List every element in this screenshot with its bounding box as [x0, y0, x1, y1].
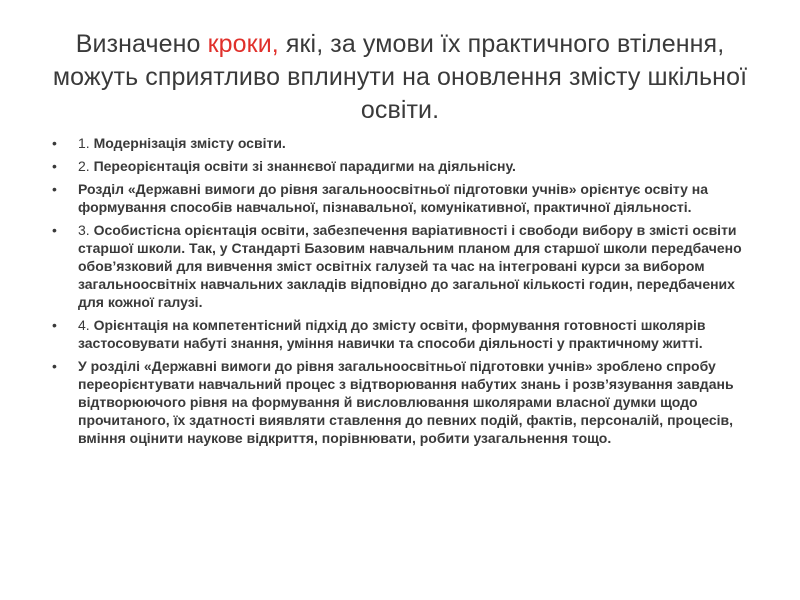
- title-part-2: які, за умови їх практичного втілення, можуть сприятливо вплинути на оновлення змісту шкільної освіти.: [52, 30, 748, 124]
- list-item: [52, 316, 764, 352]
- item-number: 1.: [78, 135, 90, 151]
- item-text: Орієнтація на компетентісний підхід до змісту освіти, формування готовності школярів застосовувати набуті знання, уміння навички та способи діяльності у практичному житті.: [78, 317, 706, 351]
- item-number: 3.: [78, 222, 90, 238]
- title-accent-word: кроки,: [207, 30, 279, 58]
- list-item: [52, 221, 764, 311]
- list-item: [52, 180, 764, 216]
- bullet-icon: •: [52, 181, 57, 197]
- slide-title: [40, 28, 760, 127]
- list-item: [52, 134, 764, 152]
- bullet-icon: •: [52, 135, 57, 151]
- bullet-icon: •: [52, 158, 57, 174]
- item-text: У розділі «Державні вимоги до рівня загальноосвітньої підготовки учнів» зроблено спробу переорієнтувати навчальний процес з відтворювання набутих знань і розв’язування завдань відтворюючого рівня на формування й висловлювання школярами власної думки щодо прочитаного, їх здатності виявляти ставлення до певних подій, фактів, персоналій, процесів, вміння оцінити наукове відкриття, порівнювати, робити узагальнення тощо.: [78, 358, 734, 446]
- bullet-icon: •: [52, 222, 57, 238]
- item-number: 2.: [78, 158, 90, 174]
- bullet-icon: •: [52, 358, 57, 374]
- list-item: [52, 357, 764, 447]
- item-text: Переорієнтація освіти зі знаннєвої парадигми на діяльнісну.: [89, 158, 516, 174]
- item-text: Особистісна орієнтація освіти, забезпечення варіативності і свободи вибору в змісті освіти старшої школи. Так, у Стандарті Базовим навчальним планом для старшої школи передбачено обов’язковий для вивчення зміст освітніх галузей та час на інтегровані курси за вибором загальноосвітніх навчальних закладів відповідно до загальної кількості годин, передбачених для кожної галузі.: [78, 222, 742, 310]
- item-number: 4.: [78, 317, 90, 333]
- list-item: [52, 157, 764, 175]
- title-part-1: Визначено: [75, 30, 208, 58]
- bullet-icon: •: [52, 317, 57, 333]
- item-text: Модернізація змісту освіти.: [89, 135, 286, 151]
- item-text: Розділ «Державні вимоги до рівня загальноосвітньої підготовки учнів» орієнтує освіту на формування способів навчальної, пізнавальної, комунікативної, практичної діяльності.: [78, 181, 708, 215]
- bullet-list: [52, 134, 764, 452]
